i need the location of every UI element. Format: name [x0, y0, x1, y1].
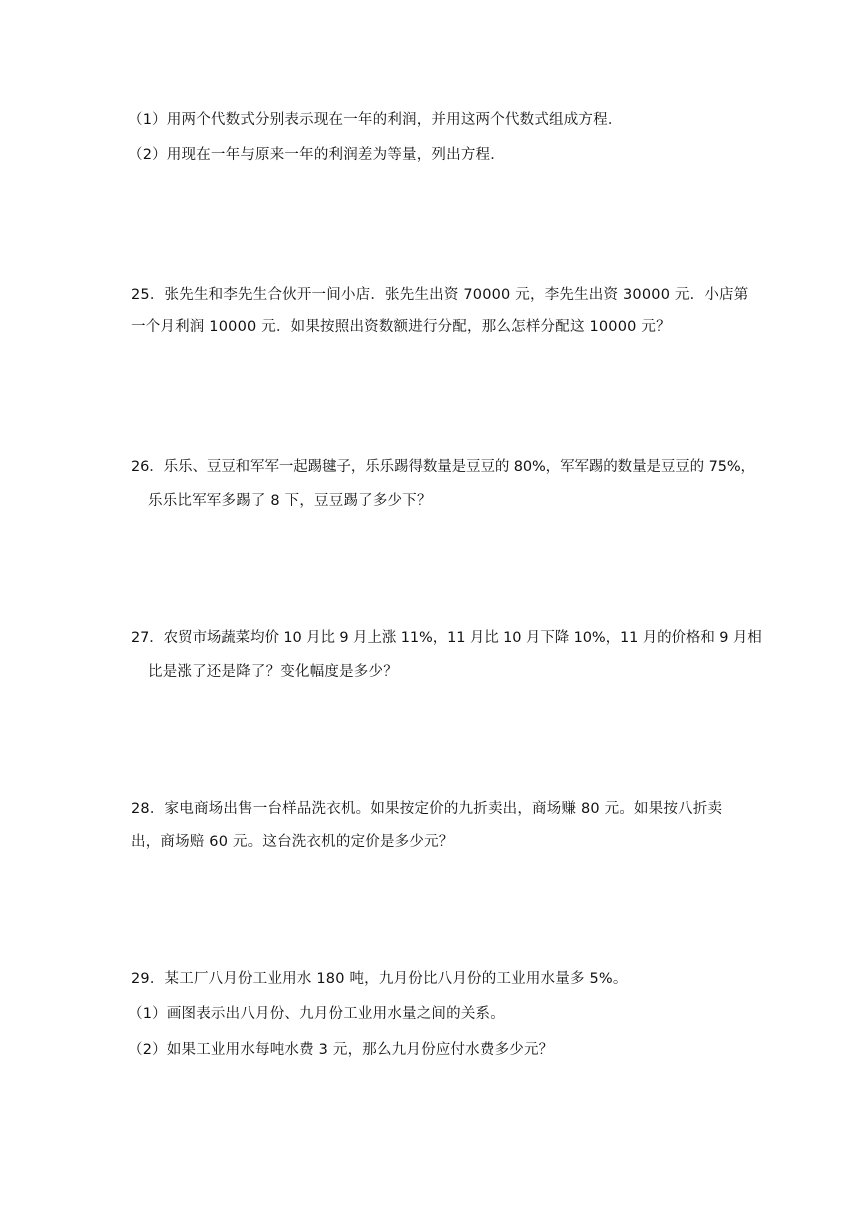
q25-line2: 一个月利润 10000 元．如果按照出资数额进行分配，那么怎样分配这 10000 元？: [131, 319, 671, 335]
q29-line1: 29．某工厂八月份工业用水 180 吨，九月份比八月份的工业用水量多 5%。: [131, 971, 628, 987]
q26-line2: 乐乐比军军多踢了 8 下，豆豆踢了多少下？: [148, 493, 432, 509]
q28-line2: 出，商场赔 60 元。这台洗衣机的定价是多少元？: [131, 834, 454, 850]
q25-line1: 25．张先生和李先生合伙开一间小店．张先生出资 70000 元，李先生出资 30000 元．小店第: [131, 287, 749, 303]
q24-sub1: （1）用两个代数式分别表示现在一年的利润，并用这两个代数式组成方程．: [128, 112, 623, 128]
q28-line1: 28．家电商场出售一台样品洗衣机。如果按定价的九折卖出，商场赚 80 元。如果按八折卖: [131, 801, 723, 817]
q27-line1: 27．农贸市场蔬菜均价 10 月比 9 月上涨 11%，11 月比 10 月下降 10%，11 月的价格和 9 月相: [131, 630, 762, 646]
q26-line1: 26．乐乐、豆豆和军军一起踢毽子，乐乐踢得数量是豆豆的 80%，军军踢的数量是豆豆的 75%，: [131, 459, 755, 475]
q27-line2: 比是涨了还是降了？变化幅度是多少？: [148, 664, 398, 680]
q24-sub2: （2）用现在一年与原来一年的利润差为等量，列出方程．: [128, 147, 505, 163]
q29-sub1: （1）画图表示出八月份、九月份工业用水量之间的关系。: [128, 1006, 505, 1022]
q29-sub2: （2）如果工业用水每吨水费 3 元，那么九月份应付水费多少元？: [128, 1042, 554, 1058]
